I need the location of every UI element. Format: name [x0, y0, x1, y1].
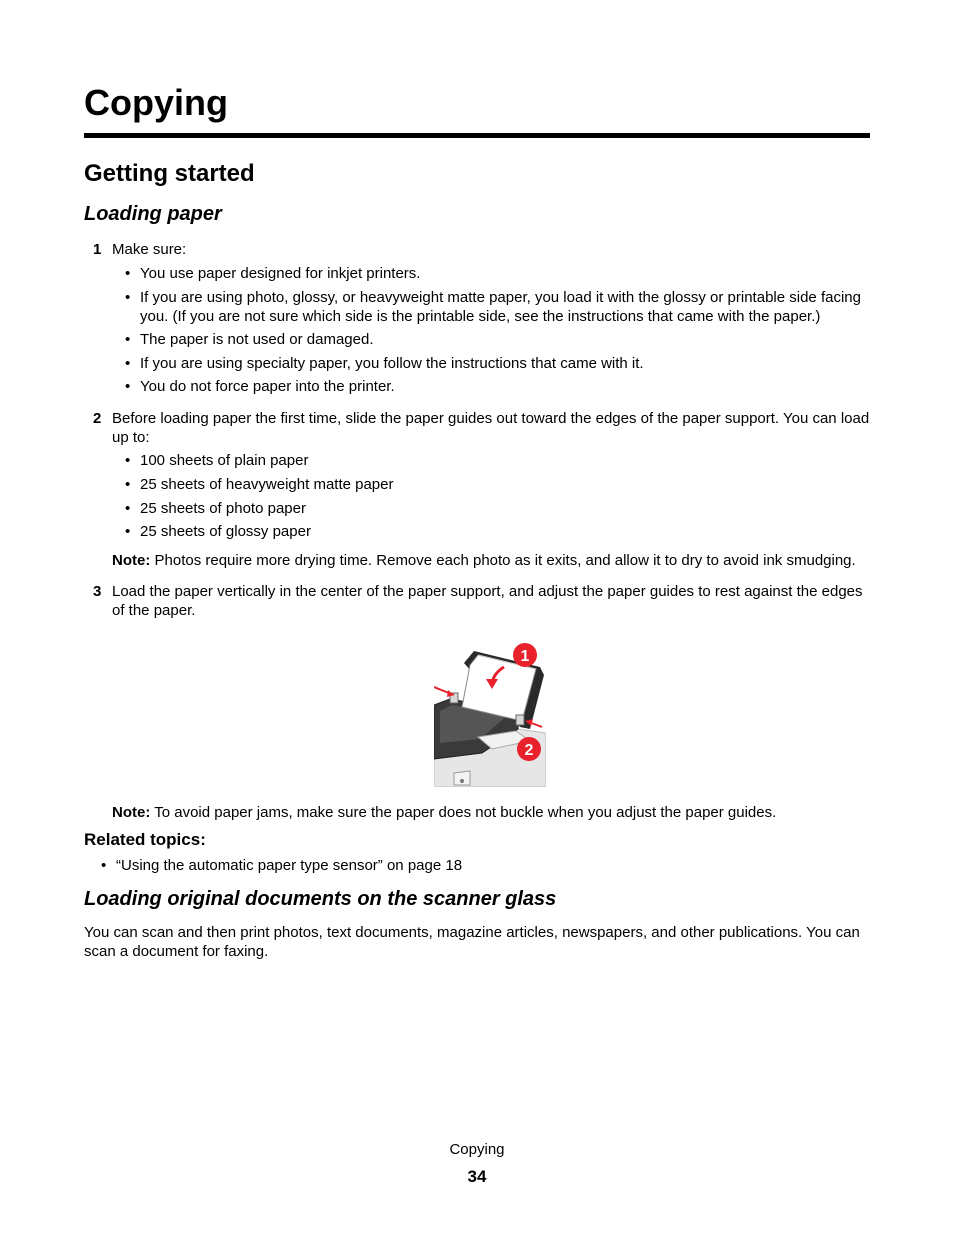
note-text: Photos require more drying time. Remove each photo as it exits, and allow it to dry to avoid ink smudging.	[154, 552, 856, 569]
subsection-heading-scanner-glass: Loading original documents on the scanner glass	[84, 888, 557, 910]
printer-loading-paper-illustration	[434, 641, 546, 787]
callout-2: 2	[524, 742, 534, 759]
list-item: • You do not force paper into the printer.	[140, 377, 870, 396]
note-label: Note:	[112, 552, 151, 569]
list-item: • 25 sheets of photo paper	[140, 499, 306, 518]
list-item: • 25 sheets of glossy paper	[140, 522, 311, 541]
subsection-heading-loading-paper: Loading paper	[84, 203, 222, 225]
paragraph: You can scan and then print photos, text documents, magazine articles, newspapers, and other publications. You can scan a document for faxing.	[84, 924, 860, 960]
title-rule	[84, 133, 870, 138]
list-item: • You use paper designed for inkjet printers.	[140, 264, 870, 283]
page-number: 34	[467, 1167, 487, 1186]
note	[112, 551, 874, 570]
footer-chapter-label: Copying	[449, 1141, 505, 1158]
page-title: Copying	[84, 82, 228, 123]
step-number: 3	[93, 583, 102, 600]
step-text: Make sure:	[112, 241, 187, 258]
list-item: • If you are using specialty paper, you follow the instructions that came with it.	[140, 354, 870, 373]
list-item: • If you are using photo, glossy, or heavyweight matte paper, you load it with the glossy or printable side facing you. (If you are not sure which side is the printable side, see the instructions that came with the paper.)	[140, 288, 872, 326]
step-number: 2	[93, 410, 102, 427]
related-topics-heading: Related topics:	[84, 830, 206, 849]
list-item: • 100 sheets of plain paper	[140, 451, 308, 470]
section-heading: Getting started	[84, 160, 255, 187]
list-item: • The paper is not used or damaged.	[140, 330, 870, 349]
list-item: • 25 sheets of heavyweight matte paper	[140, 475, 394, 494]
step-text: Before loading paper the first time, slide the paper guides out toward the edges of the paper support. You can load up to:	[112, 410, 870, 446]
note-label: Note:	[112, 804, 151, 821]
note	[112, 803, 874, 822]
callout-1: 1	[520, 648, 530, 665]
note-text: To avoid paper jams, make sure the paper does not buckle when you adjust the paper guides.	[154, 804, 777, 821]
related-topic-link[interactable]: • “Using the automatic paper type sensor” on page 18	[116, 856, 462, 875]
step-number: 1	[93, 241, 102, 258]
step-text: Load the paper vertically in the center of the paper support, and adjust the paper guides to rest against the edges of the paper.	[112, 583, 863, 619]
